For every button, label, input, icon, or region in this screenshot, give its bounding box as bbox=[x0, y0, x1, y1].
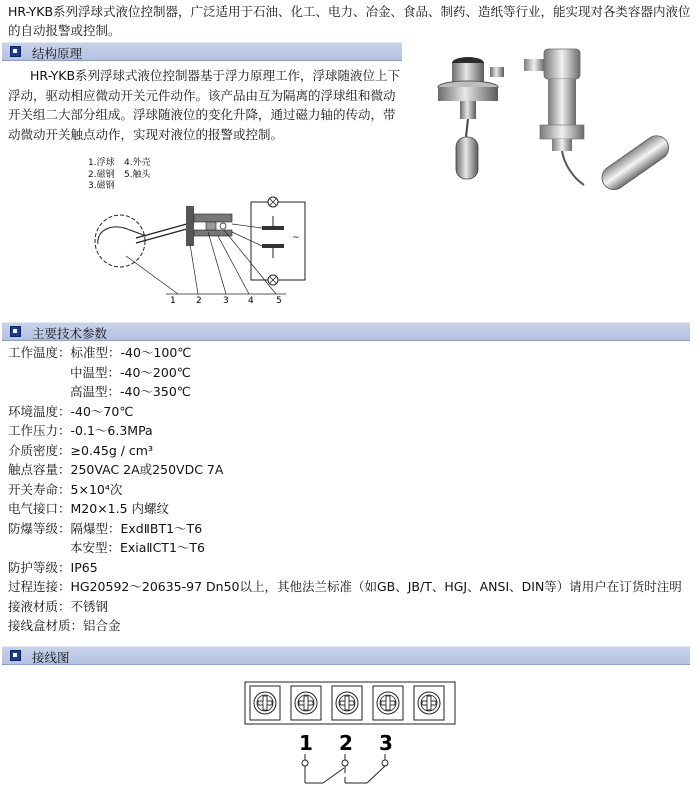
spec-value: 本安型：ExiaⅡCT1～T6 bbox=[70, 540, 205, 555]
spec-value: 5×10⁴次 bbox=[70, 481, 123, 497]
switch-blade-top bbox=[262, 226, 284, 230]
spec-label: 开关寿命： bbox=[8, 481, 71, 497]
section-bar-wiring bbox=[2, 646, 690, 665]
section-bar-specs bbox=[2, 322, 690, 341]
spec-label: 触点容量： bbox=[8, 462, 71, 477]
principle-paragraph: HR-YKB系列浮球式液位控制器基于浮力原理工作，浮球随液位上下浮动，驱动相应微动开关元件动作。该产品由互为隔离的浮球组和微动开关组二大部分组成。浮球随液位的变化升降，通过磁力轴的传动，带动微动开关触点动作，实现对液位的报警或控制。 bbox=[8, 68, 401, 142]
contact bbox=[220, 223, 226, 229]
product-photo-side-type bbox=[522, 45, 684, 195]
terminal-label-1: 1 bbox=[299, 731, 313, 755]
ac-symbol: ~ bbox=[292, 233, 300, 243]
spec-label: 接液材质： bbox=[8, 598, 71, 614]
spec-row bbox=[8, 382, 698, 402]
magnet bbox=[206, 222, 216, 230]
float-ball-outline bbox=[98, 227, 146, 244]
product-photo-flange-type bbox=[430, 45, 520, 195]
housing-top bbox=[194, 214, 232, 222]
spec-row bbox=[8, 499, 698, 519]
legend-item-4: 4.外壳 bbox=[124, 158, 151, 168]
spec-row bbox=[8, 577, 698, 597]
spec-label: 防护等级： bbox=[8, 559, 71, 575]
terminal-label-2: 2 bbox=[339, 731, 353, 755]
spec-label: 工作温度： bbox=[8, 345, 71, 360]
callout-1: 1 bbox=[170, 296, 176, 306]
spec-label: 过程连接： bbox=[8, 579, 71, 594]
spec-value: 铝合金 bbox=[83, 618, 121, 633]
spec-row bbox=[8, 480, 698, 500]
callout-4: 4 bbox=[248, 296, 254, 306]
spec-label: 防爆等级： bbox=[8, 520, 71, 536]
wire-node-3 bbox=[382, 760, 388, 766]
spec-label: 环境温度： bbox=[8, 403, 71, 419]
spec-value: -40～70℃ bbox=[70, 403, 134, 419]
spec-row bbox=[8, 597, 698, 617]
switch-blade-bottom bbox=[262, 244, 284, 248]
callout-3: 3 bbox=[223, 296, 229, 306]
spec-label: 介质密度： bbox=[8, 442, 71, 458]
spec-row bbox=[8, 343, 698, 363]
section-title-specs: 主要技术参数 bbox=[32, 326, 108, 341]
spec-value: IP65 bbox=[70, 559, 98, 575]
spec-value: -0.1～6.3MPa bbox=[70, 423, 153, 438]
section-bar-principle bbox=[2, 42, 402, 61]
spec-row bbox=[8, 402, 698, 422]
spec-row bbox=[8, 616, 698, 636]
section-title-wiring: 接线图 bbox=[32, 650, 70, 665]
wiring-diagram bbox=[244, 680, 456, 798]
spec-row bbox=[8, 519, 698, 539]
spec-row bbox=[8, 558, 698, 578]
spec-label: 电气接口： bbox=[8, 501, 71, 516]
wire-node-1 bbox=[302, 760, 308, 766]
spec-label: 工作压力： bbox=[8, 423, 71, 438]
spec-value: ≥0.45g / cm³ bbox=[70, 442, 153, 458]
intro-paragraph: HR-YKB系列浮球式液位控制器，广泛适用于石油、化工、电力、冶金、食品、制药、造纸等行业，能实现对各类容器内液位的自动报警或控制。 bbox=[8, 4, 691, 38]
structure-diagram bbox=[86, 186, 336, 306]
section-title-principle: 结构原理 bbox=[32, 46, 83, 61]
spec-value: 中温型：-40～200℃ bbox=[70, 364, 191, 380]
spec-row bbox=[8, 421, 698, 441]
section-bullet-icon bbox=[10, 326, 21, 337]
legend-item-2: 2.磁钢 bbox=[88, 169, 115, 180]
spec-row bbox=[8, 460, 698, 480]
spec-value: 250VAC 2A或250VDC 7A bbox=[70, 462, 224, 477]
switch-lever bbox=[323, 768, 344, 783]
specs-list bbox=[8, 343, 698, 636]
flange bbox=[186, 206, 194, 246]
spec-value: 高温型：-40～350℃ bbox=[70, 384, 191, 399]
terminal-label-3: 3 bbox=[379, 731, 393, 755]
spec-value: M20×1.5 内螺纹 bbox=[70, 501, 170, 516]
spec-value: HG20592～20635-97 Dn50以上，其他法兰标准（如GB、JB/T、HGJ、ANSI、DIN等）请用户在订货时注明 bbox=[70, 579, 682, 594]
spec-row bbox=[8, 538, 698, 558]
spec-value: 标准型：-40～100℃ bbox=[70, 345, 192, 360]
spec-row bbox=[8, 441, 698, 461]
section-bullet-icon bbox=[10, 46, 21, 57]
section-bullet-icon bbox=[10, 650, 21, 661]
callout-2: 2 bbox=[196, 296, 202, 306]
float-ball-dashed bbox=[95, 215, 145, 267]
spec-value: 隔爆型：ExdⅡBT1～T6 bbox=[70, 520, 203, 536]
legend-item-1: 1.浮球 bbox=[88, 158, 115, 168]
spec-label: 接线盒材质： bbox=[8, 618, 84, 633]
callout-5: 5 bbox=[276, 296, 282, 306]
wire-node-2 bbox=[342, 760, 348, 766]
legend-item-5: 5.触头 bbox=[124, 169, 151, 180]
legend-item-3: 3.磁钢 bbox=[88, 181, 115, 191]
spec-row bbox=[8, 363, 698, 383]
spec-value: 不锈钢 bbox=[70, 598, 109, 614]
